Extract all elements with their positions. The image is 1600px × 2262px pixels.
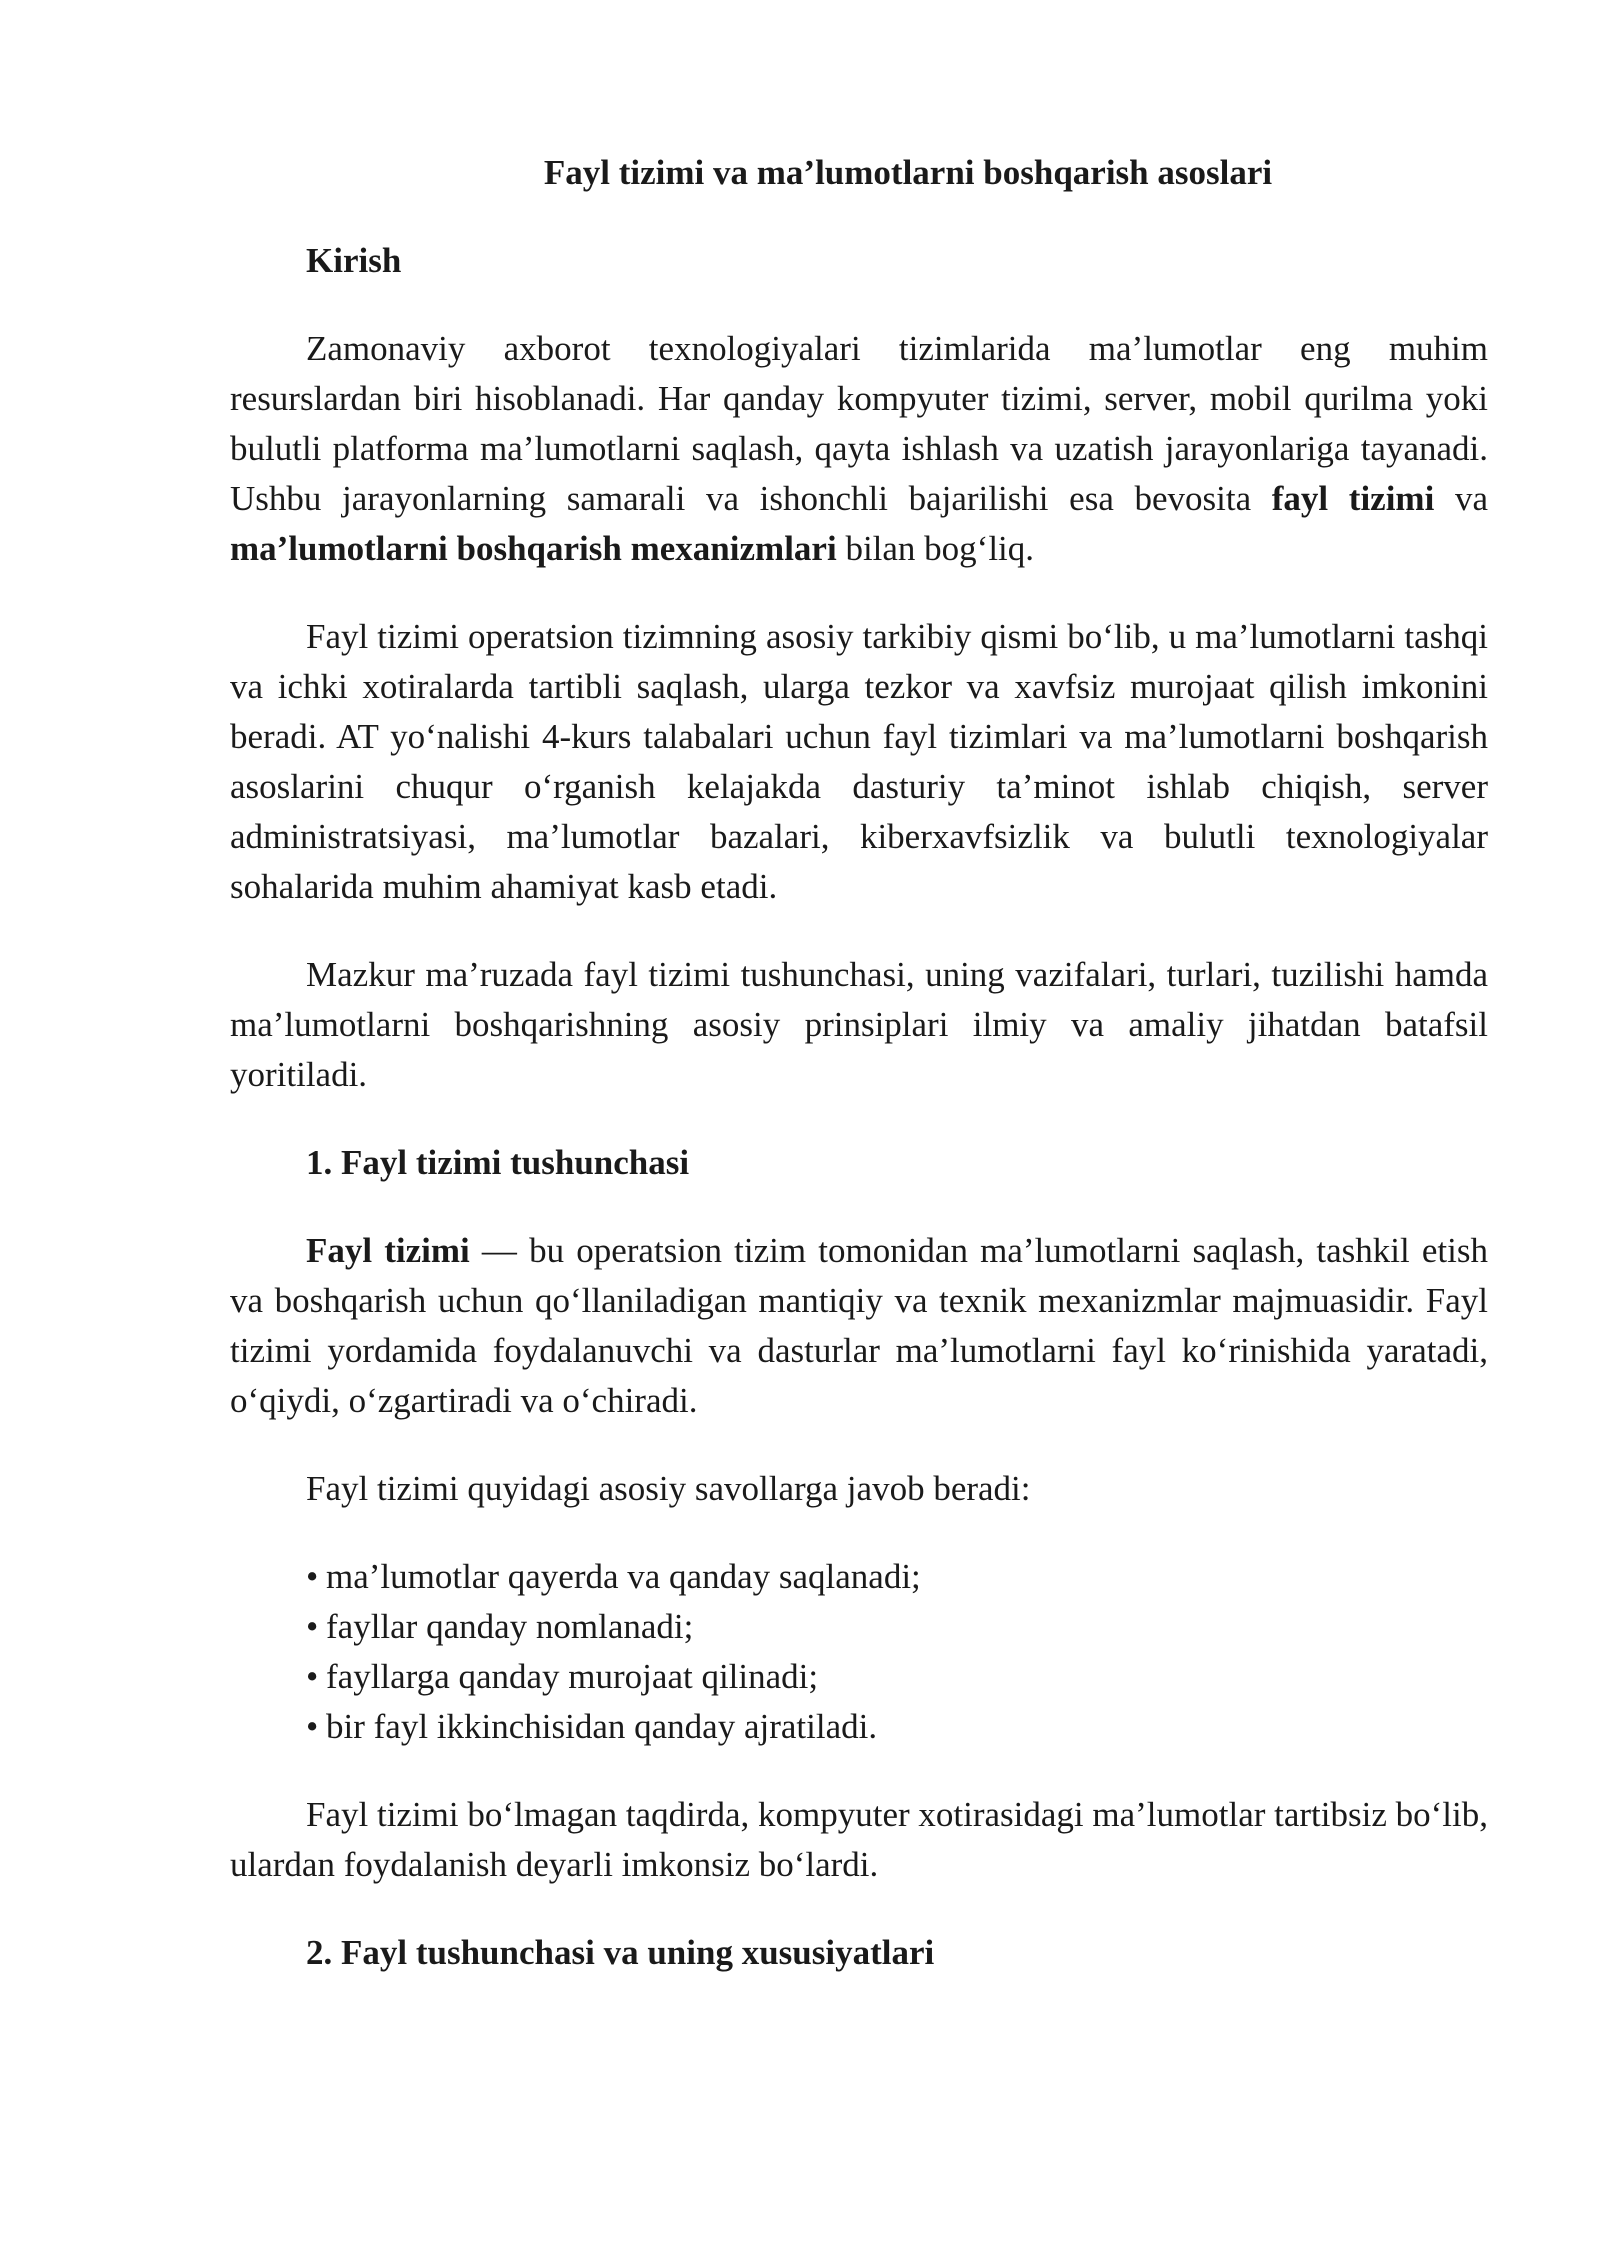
intro-p1-text-c: bilan bog‘liq. — [836, 529, 1035, 568]
list-item — [306, 1652, 1488, 1702]
list-item — [306, 1702, 1488, 1752]
list-item — [306, 1602, 1488, 1652]
section-1-p1-text: — bu operatsion tizim tomonidan ma’lumotlarni saqlash, tashkil etish va boshqarish uchun qo‘llaniladigan mantiqiy va texnik mexanizmlar majmuasidir. Fayl tizimi yordamida foydalanuvchi va dasturlar ma’lumotlarni fayl ko‘rinishida yaratadi, o‘qiydi, o‘zgartiradi va o‘chiradi. — [230, 1231, 1489, 1420]
list-item-text: fayllarga qanday murojaat qilinadi; — [326, 1657, 819, 1696]
section-1-bold-term: Fayl tizimi — [306, 1231, 470, 1270]
list-item-text: ma’lumotlar qayerda va qanday saqlanadi; — [326, 1557, 921, 1596]
document-page — [230, 148, 1488, 2016]
intro-p1-bold-term-2: ma’lumotlarni boshqarish mexanizmlari — [230, 529, 837, 568]
intro-paragraph-1 — [230, 324, 1488, 574]
section-1-paragraph-1 — [230, 1226, 1488, 1426]
intro-p1-bold-term-1: fayl tizimi — [1271, 479, 1435, 518]
section-1-heading: 1. Fayl tizimi tushunchasi — [306, 1143, 690, 1182]
bullet-icon: • — [306, 1607, 319, 1646]
bullet-icon: • — [306, 1707, 319, 1746]
document-title: Fayl tizimi va ma’lumotlarni boshqarish asoslari — [543, 153, 1273, 192]
intro-paragraph-3: Mazkur ma’ruzada fayl tizimi tushunchasi, uning vazifalari, turlari, tuzilishi hamda ma’lumotlarni boshqarishning asosiy prinsiplari ilmiy va amaliy jihatdan batafsil yoritiladi. — [230, 955, 1488, 1094]
intro-paragraph-2: Fayl tizimi operatsion tizimning asosiy tarkibiy qismi bo‘lib, u ma’lumotlarni tashqi va ichki xotiralarda tartibli saqlash, ularga tezkor va xavfsiz murojaat qilish imkonini beradi. AT yo‘nalishi 4-kurs talabalari uchun fayl tizimlari va ma’lumotlarni boshqarish asoslarini chuqur o‘rganish kelajakda dasturiy ta’minot ishlab chiqish, server administratsiyasi, ma’lumotlar bazalari, kiberxavfsizlik va bulutli texnologiyalar sohalarida muhim ahamiyat kasb etadi. — [230, 617, 1488, 906]
bullet-icon: • — [306, 1557, 319, 1596]
list-item — [306, 1552, 1488, 1602]
intro-heading: Kirish — [306, 241, 402, 280]
intro-p1-text-a: Zamonaviy axborot texnologiyalari tizimlarida ma’lumotlar eng muhim resurslardan biri hisoblanadi. Har qanday kompyuter tizimi, server, mobil qurilma yoki bulutli platforma ma’lumotlarni saqlash, qayta ishlash va uzatish jarayonlariga tayanadi. Ushbu jarayonlarning samarali va ishonchli bajarilishi esa bevosita — [230, 329, 1488, 518]
list-item-text: fayllar qanday nomlanadi; — [326, 1607, 694, 1646]
list-item-text: bir fayl ikkinchisidan qanday ajratiladi. — [326, 1707, 878, 1746]
bullet-icon: • — [306, 1657, 319, 1696]
intro-p1-text-b: va — [1434, 479, 1488, 518]
section-1-bullet-list — [230, 1552, 1488, 1752]
section-2-heading: 2. Fayl tushunchasi va uning xususiyatlari — [306, 1933, 935, 1972]
section-1-paragraph-2: Fayl tizimi quyidagi asosiy savollarga javob beradi: — [306, 1469, 1031, 1508]
section-1-paragraph-3: Fayl tizimi bo‘lmagan taqdirda, kompyuter xotirasidagi ma’lumotlar tartibsiz bo‘lib, ulardan foydalanish deyarli imkonsiz bo‘lardi. — [230, 1795, 1488, 1884]
